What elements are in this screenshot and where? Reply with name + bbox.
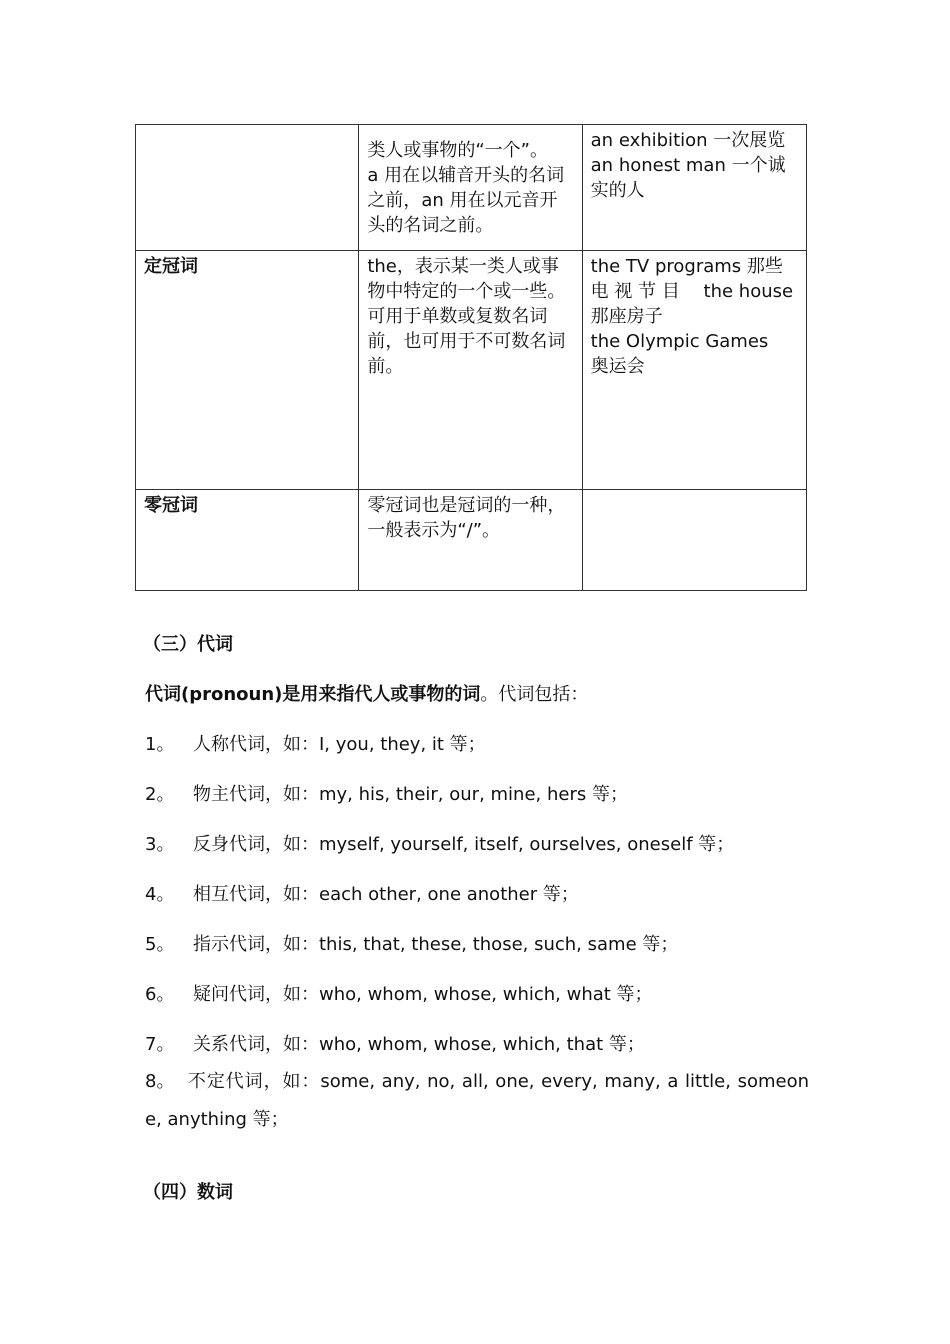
list-number: 3。 (145, 834, 175, 855)
list-item (145, 780, 628, 806)
example-text: the Olympic Games (590, 331, 769, 352)
description-text: 类人或事物的“一个”。 (367, 140, 548, 161)
list-item (145, 980, 653, 1006)
list-text: 指示代词，如：this, that, these, those, such, same 等； (193, 934, 679, 955)
list-item (145, 1030, 645, 1056)
table-cell-example (582, 251, 806, 490)
list-number: 8。 (145, 1071, 175, 1092)
table-cell-example (582, 125, 806, 251)
section-heading-pronouns: （三）代词 (143, 634, 233, 655)
list-text: 不定代词，如：some, any, no, all, one, every, many, a little, someone, anything 等； (145, 1071, 809, 1130)
table-cell-example (582, 490, 806, 591)
list-item (145, 730, 486, 756)
list-text: 人称代词，如：I, you, they, it 等； (193, 734, 486, 755)
table-cell-description (359, 251, 582, 490)
list-item (145, 1063, 809, 1139)
list-number: 7。 (145, 1034, 175, 1055)
example-text: an honest man 一个诚 (590, 155, 786, 176)
list-number: 6。 (145, 984, 175, 1005)
table-row (136, 125, 807, 251)
list-text: 物主代词，如：my, his, their, our, mine, hers 等； (193, 784, 628, 805)
articles-table (135, 124, 807, 591)
list-item (145, 830, 734, 856)
table-cell-description (359, 125, 582, 251)
example-text: 那座房子 (590, 306, 663, 327)
description-text: a 用在以辅音开头的名词之前，an 用在以元音开头的名词之前。 (367, 165, 565, 236)
list-item (145, 880, 579, 906)
description-text: the，表示某一类人或事物中特定的一个或一些。可用于单数或复数名词前，也可用于不可数名词前。 (367, 256, 566, 377)
table-cell-term: 零冠词 (136, 490, 359, 591)
list-text: 关系代词，如：who, whom, whose, which, that 等； (193, 1034, 645, 1055)
pronoun-definition (145, 680, 588, 706)
table-cell-description (359, 490, 582, 591)
list-number: 5。 (145, 934, 175, 955)
description-text: 零冠词也是冠词的一种，一般表示为“/”。 (367, 495, 566, 541)
definition-bold: 代词(pronoun)是用来指代人或事物的词 (145, 684, 481, 705)
table-cell-term: 定冠词 (136, 251, 359, 490)
list-text: 反身代词，如：myself, yourself, itself, ourselves, oneself 等； (193, 834, 735, 855)
table-row (136, 490, 807, 591)
table-row (136, 251, 807, 490)
example-text: 奥运会 (590, 356, 645, 377)
list-text: 相互代词，如：each other, one another 等； (193, 884, 579, 905)
definition-rest: 。代词包括： (480, 684, 589, 705)
section-heading-numerals: （四）数词 (143, 1182, 233, 1203)
list-number: 2。 (145, 784, 175, 805)
list-item (145, 930, 678, 956)
example-text: an exhibition 一次展览 (590, 130, 786, 151)
list-number: 4。 (145, 884, 175, 905)
example-text: the TV programs 那些电 视 节 目 the house (590, 256, 794, 302)
table-cell-term (136, 125, 359, 251)
list-number: 1。 (145, 734, 175, 755)
list-text: 疑问代词，如：who, whom, whose, which, what 等； (193, 984, 653, 1005)
example-text: 实的人 (590, 180, 645, 201)
